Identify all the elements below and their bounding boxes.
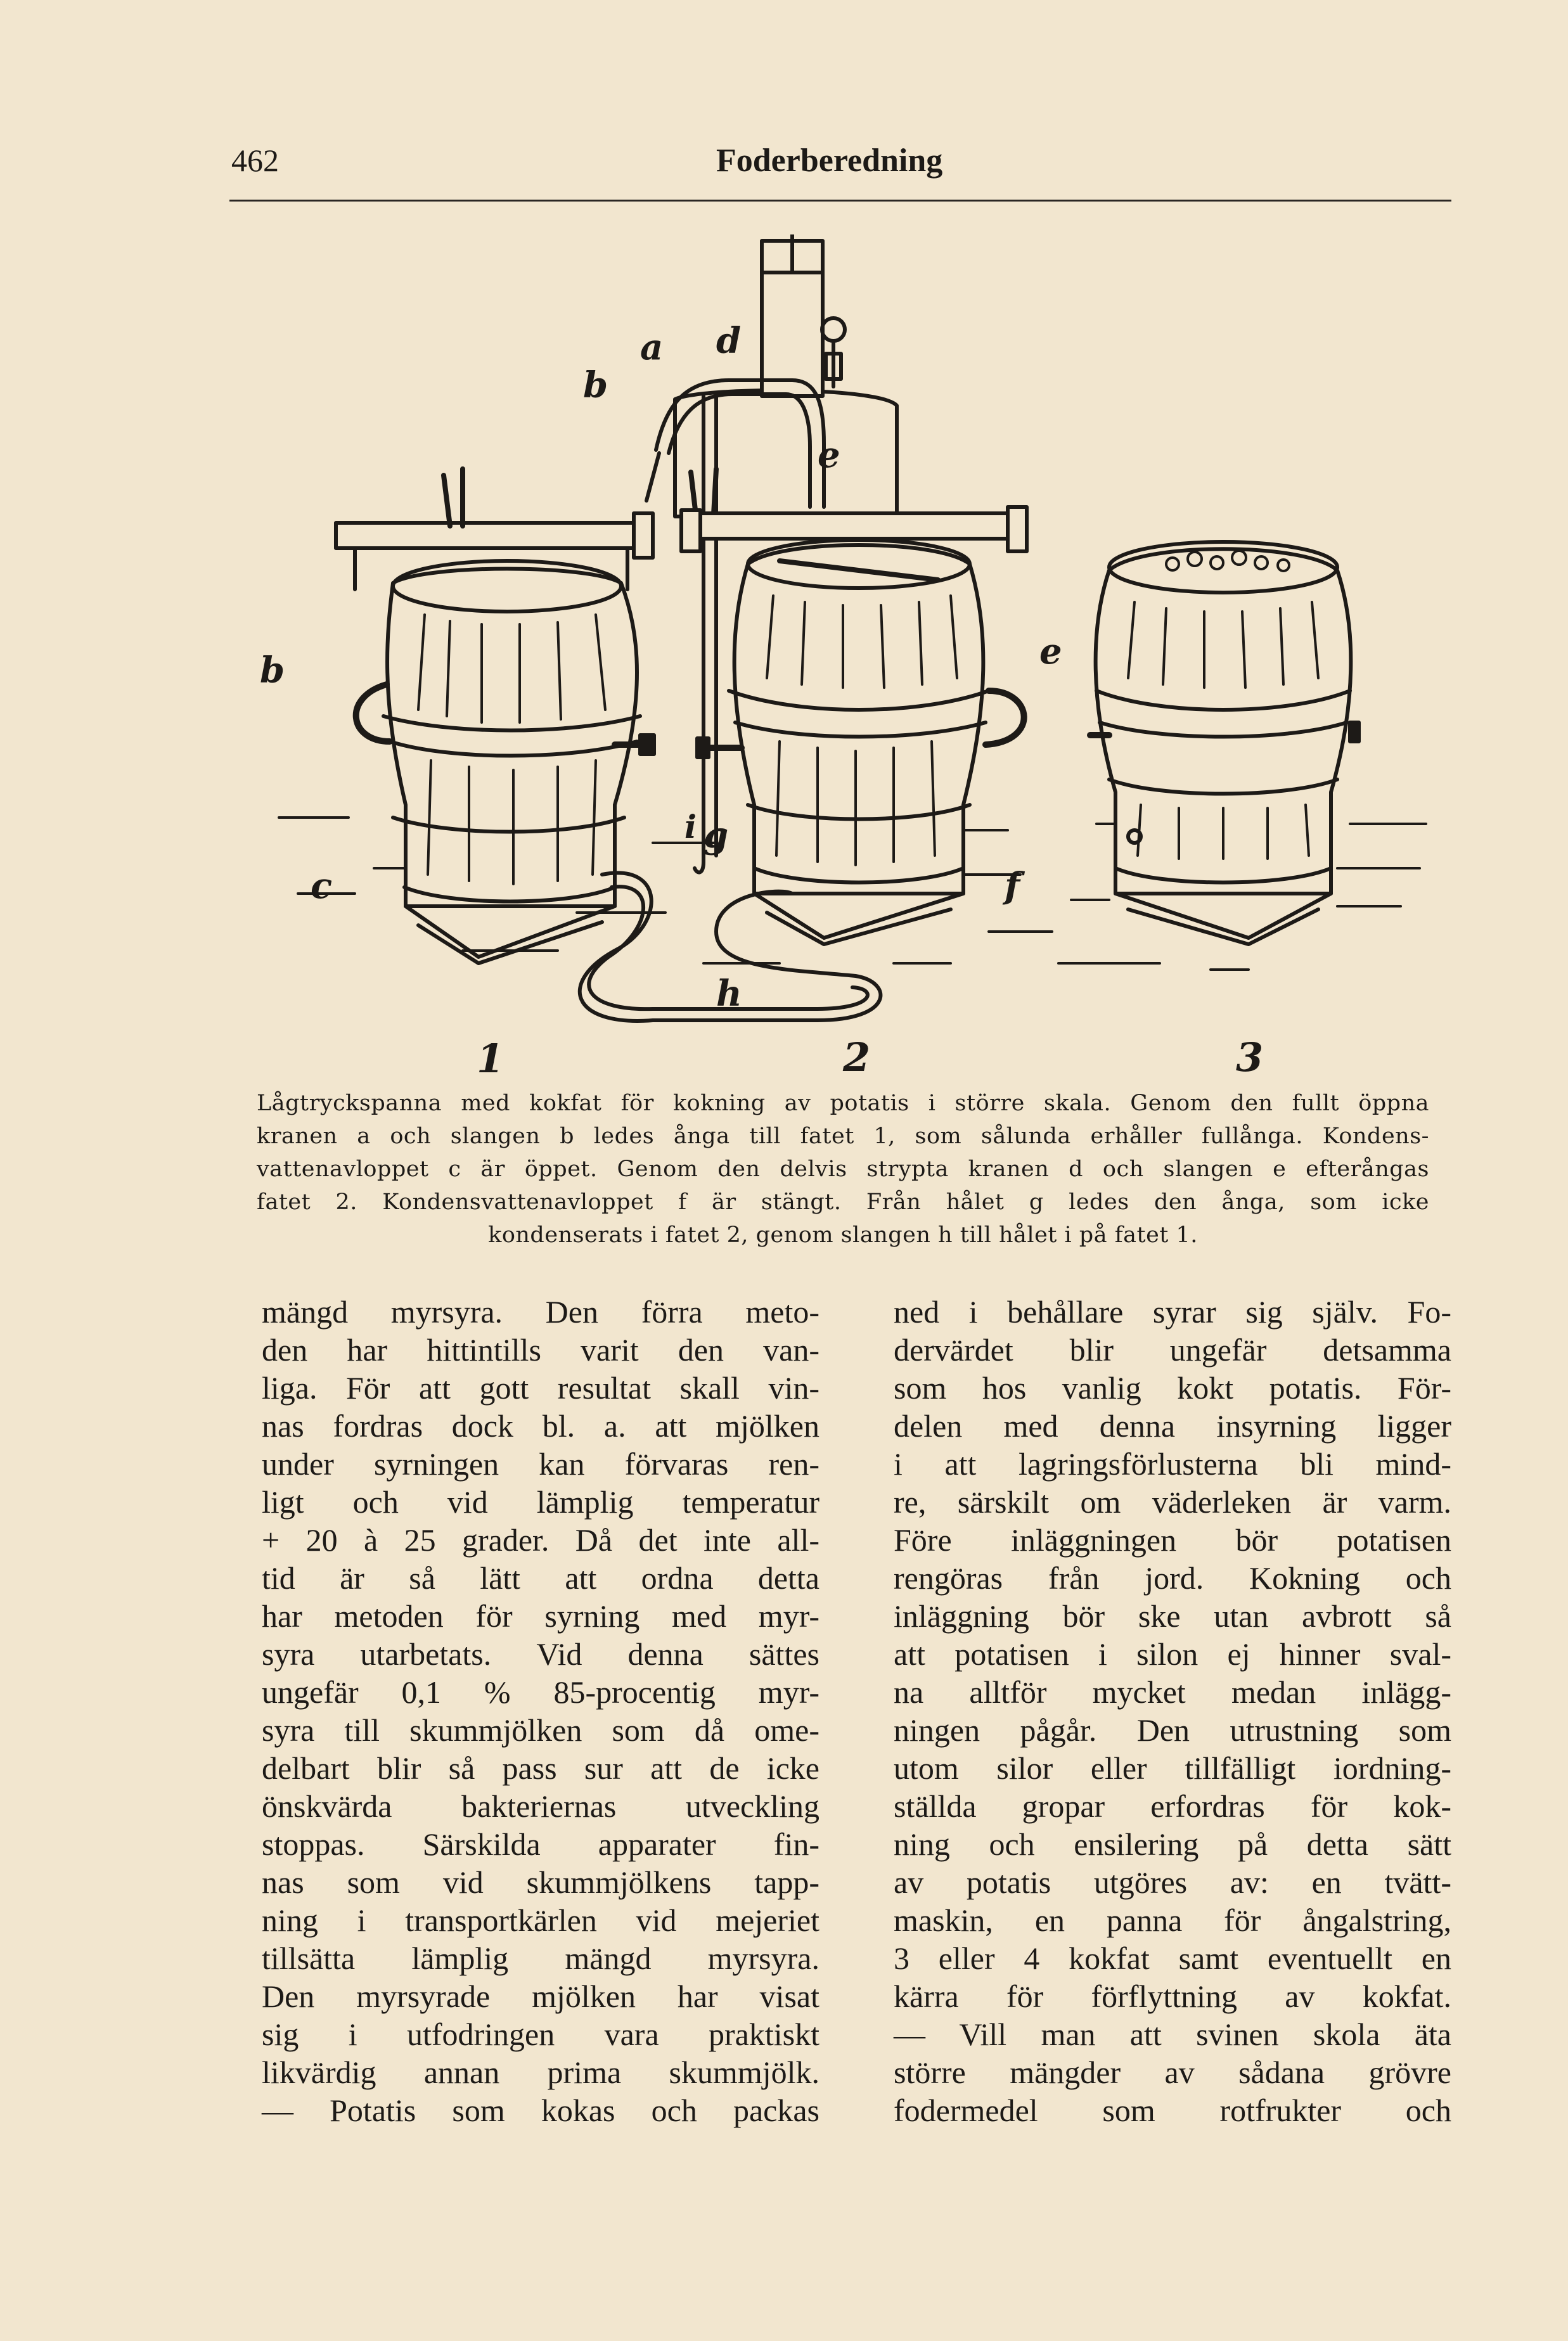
text-line: liga. För att gott resultat skall vin-	[262, 1370, 819, 1406]
label-i: i	[684, 808, 697, 845]
text-line: har metoden för syrning med myr-	[262, 1598, 819, 1634]
text-line: i att lagringsförlusterna bli mind-	[894, 1446, 1451, 1482]
caption-line: kondenserats i fatet 2, genom slangen h till hålet i på fatet 1.	[488, 1222, 1198, 1248]
text-line: delen med denna insyrning ligger	[894, 1408, 1451, 1444]
text-line: maskin, en panna för ångalstring,	[894, 1902, 1451, 1938]
text-line: likvärdig annan prima skummjölk.	[262, 2055, 819, 2090]
text-line: mängd myrsyra. Den förra meto-	[262, 1294, 819, 1330]
label-e-top: e	[818, 434, 840, 476]
label-g: g	[704, 814, 729, 856]
label-h: h	[716, 973, 742, 1015]
text-line: ställda gropar erfordras för kok-	[894, 1788, 1451, 1824]
caption-line: fatet 2. Kondensvattenavloppet f är stängt. Från hålet g ledes den ånga, som icke	[257, 1190, 1429, 1215]
text-line: syra utarbetats. Vid denna sättes	[262, 1636, 819, 1672]
page-number: 462	[231, 143, 279, 178]
text-line: större mängder av sådana grövre	[894, 2055, 1451, 2090]
text-line: — Potatis som kokas och packas	[262, 2093, 819, 2128]
label-a: a	[640, 326, 664, 368]
text-line: tillsätta lämplig mängd myrsyra.	[262, 1940, 819, 1976]
text-line: rengöras från jord. Kokning och	[894, 1560, 1451, 1596]
barrel-3	[1090, 542, 1359, 944]
body-column-right	[894, 1293, 1451, 2129]
barrel-1	[336, 469, 716, 963]
text-line: ningen pågår. Den utrustning som	[894, 1712, 1451, 1748]
text-line: under syrningen kan förvaras ren-	[262, 1446, 819, 1482]
barrel-2	[681, 507, 1027, 944]
text-line: nas fordras dock bl. a. att mjölken	[262, 1408, 819, 1444]
caption-line: Lågtryckspanna med kokfat för kokning av potatis i större skala. Genom den fullt öppna	[257, 1091, 1429, 1116]
text-line: na alltför mycket medan inlägg-	[894, 1674, 1451, 1710]
text-line: kärra för förflyttning av kokfat.	[894, 1979, 1451, 2014]
boiler	[675, 234, 897, 516]
label-b-left: b	[260, 650, 285, 691]
text-line: utom silor eller tillfälligt iordning-	[894, 1750, 1451, 1786]
running-title: Foderberedning	[716, 143, 943, 179]
body-column-left	[262, 1293, 819, 2129]
barrel-number-1: 1	[477, 1036, 504, 1082]
text-line: av potatis utgöres av: en tvätt-	[894, 1864, 1451, 1900]
barrel-steaming-illustration	[260, 234, 1439, 1033]
text-line: stoppas. Särskilda apparater fin-	[262, 1826, 819, 1862]
text-line: Före inläggningen bör potatisen	[894, 1522, 1451, 1558]
text-line: Den myrsyrade mjölken har visat	[262, 1979, 819, 2014]
caption-line: vattenavloppet c är öppet. Genom den delvis strypta kranen d och slangen e efterångas	[257, 1157, 1429, 1182]
figure-caption	[257, 1087, 1429, 1252]
text-line: önskvärda bakteriernas utveckling	[262, 1788, 819, 1824]
text-line: den har hittintills varit den van-	[262, 1332, 819, 1368]
label-b-top: b	[583, 364, 608, 406]
caption-line: kranen a och slangen b ledes ånga till fatet 1, som sålunda erhåller fullånga. Kondens-	[257, 1124, 1429, 1149]
text-line: ligt och vid lämplig temperatur	[262, 1484, 819, 1520]
label-d: d	[716, 320, 742, 362]
text-line: ungefär 0,1 % 85-procentig myr-	[262, 1674, 819, 1710]
text-line: + 20 à 25 grader. Då det inte all-	[262, 1522, 819, 1558]
text-line: inläggning bör ske utan avbrott så	[894, 1598, 1451, 1634]
text-line: ning i transportkärlen vid mejeriet	[262, 1902, 819, 1938]
text-line: att potatisen i silon ej hinner sval-	[894, 1636, 1451, 1672]
text-line: dervärdet blir ungefär detsamma	[894, 1332, 1451, 1368]
label-c: c	[311, 865, 333, 907]
text-line: nas som vid skummjölkens tapp-	[262, 1864, 819, 1900]
text-line: syra till skummjölken som då ome-	[262, 1712, 819, 1748]
text-line: som hos vanlig kokt potatis. För-	[894, 1370, 1451, 1406]
text-line: sig i utfodringen vara praktiskt	[262, 2017, 819, 2052]
text-line: re, särskilt om väderleken är varm.	[894, 1484, 1451, 1520]
text-line: tid är så lätt att ordna detta	[262, 1560, 819, 1596]
text-line: ned i behållare syrar sig själv. Fo-	[894, 1294, 1451, 1330]
header-rule	[229, 200, 1451, 202]
text-line: fodermedel som rotfrukter och	[894, 2093, 1451, 2128]
barrel-number-3: 3	[1236, 1034, 1264, 1081]
label-f: f	[1005, 865, 1020, 907]
text-line: delbart blir så pass sur att de icke	[262, 1750, 819, 1786]
text-line: ning och ensilering på detta sätt	[894, 1826, 1451, 1862]
text-line: — Vill man att svinen skola äta	[894, 2017, 1451, 2052]
label-e-right: e	[1039, 631, 1062, 672]
text-line: 3 eller 4 kokfat samt eventuellt en	[894, 1940, 1451, 1976]
barrel-number-2: 2	[843, 1034, 871, 1081]
